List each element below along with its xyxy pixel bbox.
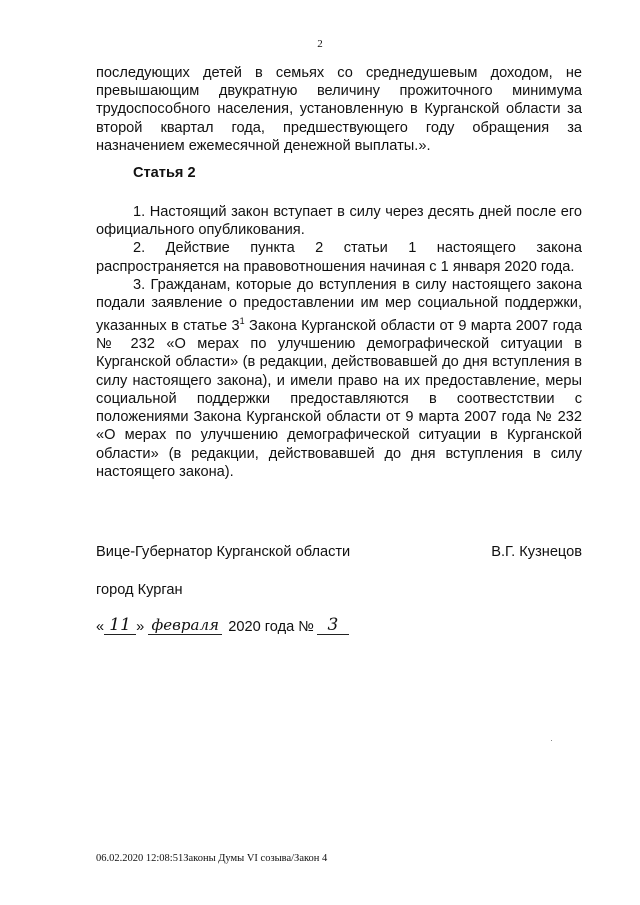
intro-paragraph: последующих детей в семьях со среднедушевым доходом, не превышающим двукратную величину прожиточного минимума трудоспособного населения, установленную в Курганской области за второй квартал года, предшествующего году обращения за назначением ежемесячной денежной выплаты.». xyxy=(96,65,582,154)
handwritten-day: 11 xyxy=(104,616,136,635)
paragraph-3-text-start: 3. Гражданам, которые до вступления в силу настоящего закона подали заявление о предоставлении им мер социальной поддержки, указанных в статье 3 xyxy=(96,276,582,335)
superscript-1: 1 xyxy=(239,316,245,327)
article-paragraph-1: 1. Настоящий закон вступает в силу через десять дней после его официального опубликования. xyxy=(96,204,582,239)
paragraph-3-text-end: Закона Курганской области от 9 марта 2007 года № 232 «О мерах по улучшению демографической ситуации в Курганской области» (в редакции, действовавшей до дня вступления в силу настоящего закона), и имели право на их предоставление, меры социальной поддержки предоставляются в соотвестствии с положениями Закона Курганской области от 9 марта 2007 года № 232 «О мерах по улучшению демографической ситуации в Курганской области» (в редакции, действовавшей до дня вступления в силу настоящего закона). xyxy=(96,318,582,480)
open-quote: « xyxy=(96,619,105,635)
article-paragraph-3 xyxy=(96,276,582,481)
close-quote: » xyxy=(136,619,145,635)
date-line xyxy=(96,616,349,635)
city-line: город Курган xyxy=(96,582,183,598)
signatory-position: Вице-Губернатор Курганской области xyxy=(96,544,351,560)
handwritten-month: февраля xyxy=(148,616,222,635)
article-body xyxy=(96,203,582,481)
article-paragraph-2: 2. Действие пункта 2 статьи 1 настоящего закона распространяется на правовотношения начиная с 1 января 2020 года. xyxy=(96,240,582,275)
page-number: 2 xyxy=(317,38,323,50)
scan-dot xyxy=(551,740,552,741)
signatory-name: В.Г. Кузнецов xyxy=(491,544,582,560)
handwritten-law-number: 3 xyxy=(317,616,349,635)
article-heading: Статья 2 xyxy=(133,165,196,181)
footer-stamp: 06.02.2020 12:08:51Законы Думы VI созыва/Закон 4 xyxy=(96,853,328,864)
year-and-number-label: 2020 года № xyxy=(228,619,314,635)
signature-block xyxy=(96,544,582,560)
